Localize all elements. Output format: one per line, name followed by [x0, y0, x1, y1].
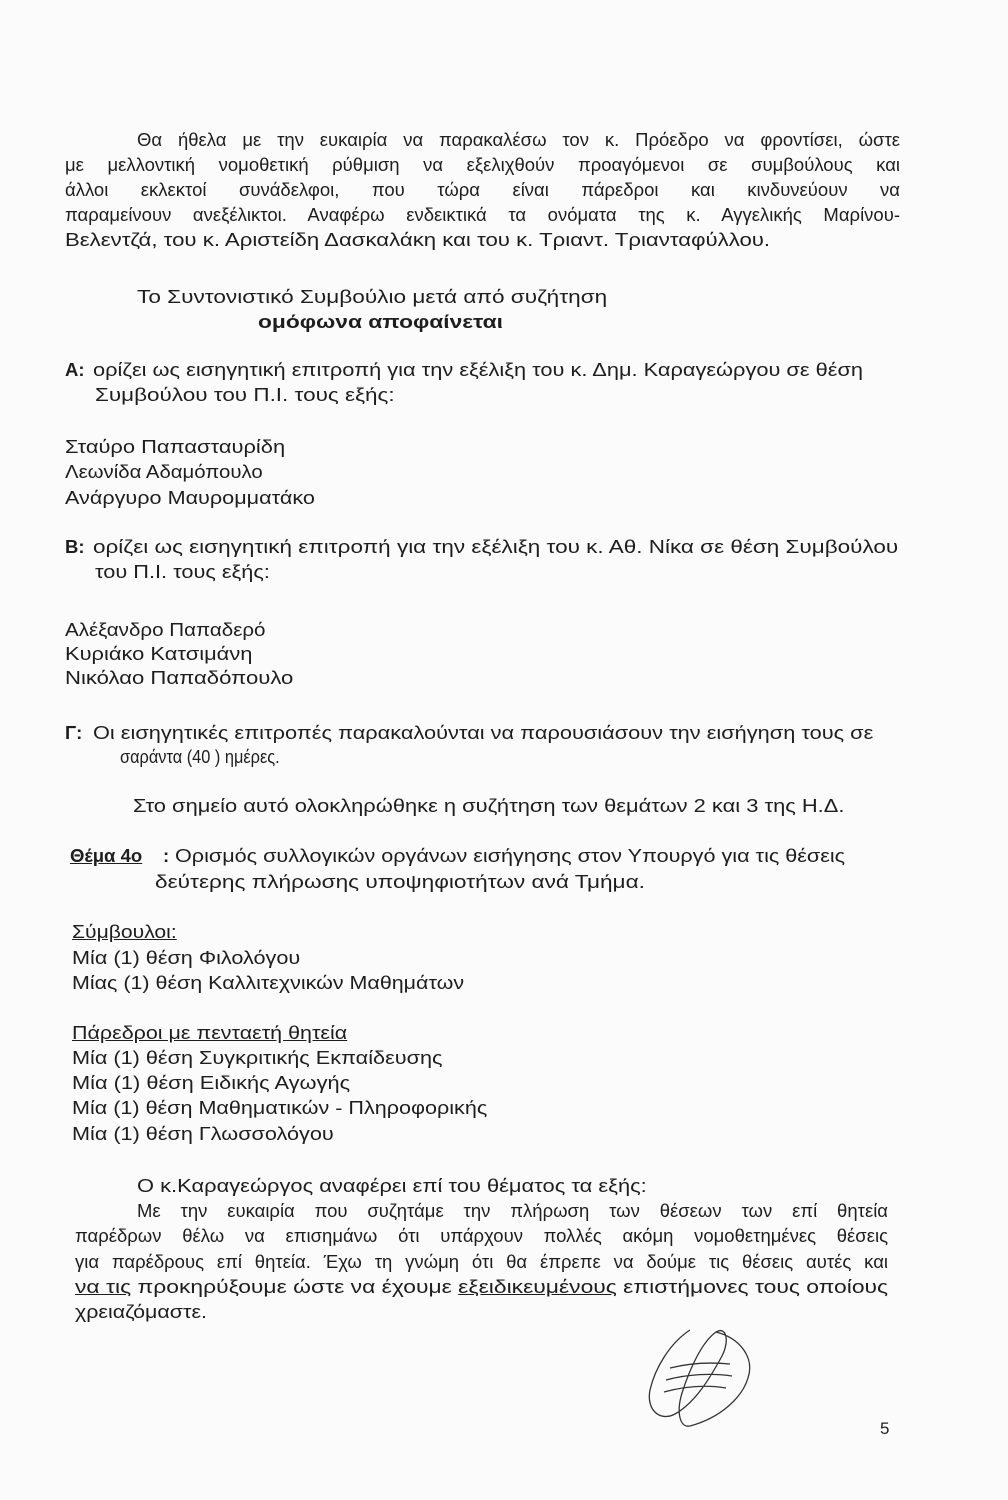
paragraph-line: Βελεντζά, του κ. Αριστείδη Δασκαλάκη και του κ. Τριαντ. Τριανταφύλλου.: [65, 229, 771, 250]
paragraph-line: Θα ήθελα με την ευκαιρία να παρακαλέσω τον κ. Πρόεδρο να φροντίσει, ώστε: [137, 129, 900, 150]
decision-heading: ομόφωνα αποφαίνεται: [258, 311, 503, 332]
underlined-text: εξειδικευμένους: [458, 1276, 617, 1297]
item-a-text: Συμβούλου του Π.Ι. τους εξής:: [95, 384, 395, 405]
paragraph-line: παραμείνουν ανεξέλικτοι. Αναφέρω ενδεικτικά τα ονόματα της κ. Αγγελικής Μαρίνου-: [65, 204, 900, 225]
item-a-text: ορίζει ως εισηγητική επιτροπή για την εξέλιξη του κ. Δημ. Καραγεώργου σε θέση: [93, 359, 864, 380]
position-item: Μία (1) θέση Γλωσσολόγου: [72, 1123, 334, 1144]
paragraph-line: άλλοι εκλεκτοί συνάδελφοι, που τώρα είναι πάρεδροι και κινδυνεύουν να: [65, 179, 900, 200]
member-name: Λεωνίδα Αδαμόπουλο: [65, 461, 263, 482]
item-b-label: Β:: [65, 536, 85, 557]
closing-topics: Στο σημείο αυτό ολοκληρώθηκε η συζήτηση των θεμάτων 2 και 3 της Η.Δ.: [133, 795, 845, 816]
position-item: Μία (1) θέση Ειδικής Αγωγής: [72, 1072, 351, 1093]
position-item: Μίας (1) θέση Καλλιτεχνικών Μαθημάτων: [72, 972, 465, 993]
member-name: Νικόλαο Παπαδόπουλο: [65, 667, 294, 688]
item-b-text: ορίζει ως εισηγητική επιτροπή για την εξέλιξη του κ. Αθ. Νίκα σε θέση Συμβούλου: [93, 536, 899, 557]
text-span: προκηρύξουμε ώστε να έχουμε: [131, 1276, 459, 1297]
topic-4-label: Θέμα 4ο: [70, 845, 143, 866]
member-name: Αλέξανδρο Παπαδερό: [65, 619, 266, 640]
handwritten-signature: [630, 1318, 770, 1433]
statement-line: [75, 1276, 888, 1298]
item-a-label: Α:: [65, 359, 85, 380]
topic-4-colon: :: [163, 845, 170, 866]
item-g-label: Γ:: [65, 722, 83, 743]
item-b-text: του Π.Ι. τους εξής:: [95, 561, 270, 582]
statement-line: για παρέδρους επί θητεία. Έχω τη γνώμη ότι θα έπρεπε να δούμε τις θέσεις αυτές και: [75, 1251, 888, 1272]
advisors-heading: Σύμβουλοι:: [72, 921, 177, 942]
member-name: Ανάργυρο Μαυρομματάκο: [65, 487, 315, 508]
page-number: 5: [880, 1419, 890, 1438]
position-item: Μία (1) θέση Φιλολόγου: [72, 947, 301, 968]
decision-intro: Το Συντονιστικό Συμβούλιο μετά από συζήτηση: [137, 286, 608, 307]
member-name: Σταύρο Παπασταυρίδη: [65, 436, 286, 457]
position-item: Μία (1) θέση Μαθηματικών - Πληροφορικής: [72, 1097, 488, 1118]
position-item: Μία (1) θέση Συγκριτικής Εκπαίδευσης: [72, 1047, 443, 1068]
paragraph-line: με μελλοντική νομοθετική ρύθμιση να εξελιχθούν προαγόμενοι σε συμβούλους και: [65, 154, 900, 175]
statement-line: παρέδρων θέλω να επισημάνω ότι υπάρχουν πολλές ακόμη νομοθετημένες θέσεις: [75, 1225, 888, 1246]
topic-4-text: δεύτερης πλήρωσης υποψηφιοτήτων ανά Τμήμα.: [155, 871, 645, 892]
item-g-text: Οι εισηγητικές επιτροπές παρακαλούνται να παρουσιάσουν την εισήγηση τους σε: [93, 722, 874, 743]
statement-line: χρειαζόμαστε.: [75, 1301, 207, 1322]
statement-line: Με την ευκαιρία που συζητάμε την πλήρωση των θέσεων των επί θητεία: [137, 1200, 888, 1221]
item-g-text: σαράντα (40 ) ημέρες.: [120, 746, 280, 767]
underlined-text: να τις: [75, 1276, 132, 1297]
assessors-heading: Πάρεδροι με πενταετή θητεία: [72, 1022, 348, 1043]
topic-4-text: Ορισμός συλλογικών οργάνων εισήγησης στον Υπουργό για τις θέσεις: [175, 845, 846, 866]
member-name: Κυριάκο Κατσιμάνη: [65, 643, 253, 664]
text-span: επιστήμονες τους οποίους: [616, 1276, 889, 1297]
karageorgos-intro: Ο κ.Καραγεώργος αναφέρει επί του θέματος τα εξής:: [137, 1175, 647, 1196]
